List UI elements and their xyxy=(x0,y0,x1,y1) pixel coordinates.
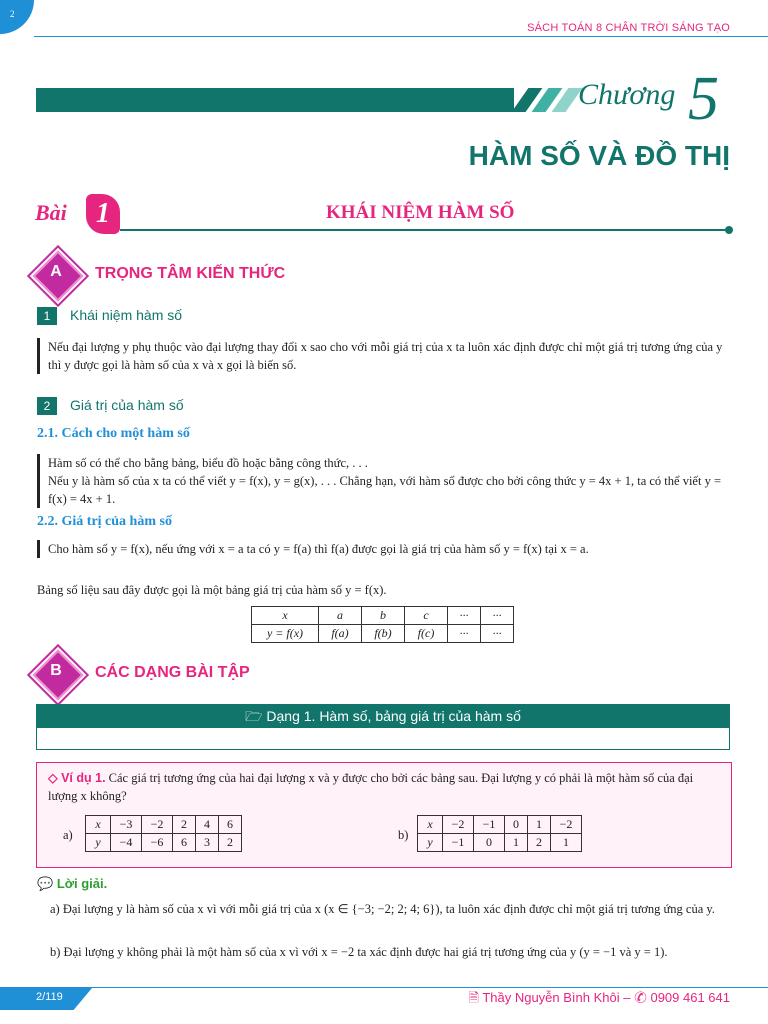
footer-page-number: 2/119 xyxy=(36,991,63,1003)
table-cell: −3 xyxy=(111,816,142,834)
table-cell: y = f(x) xyxy=(252,625,319,643)
table-cell: ··· xyxy=(448,625,481,643)
table-cell: f(a) xyxy=(319,625,362,643)
table-cell: −2 xyxy=(551,816,582,834)
section-a-letter: A xyxy=(50,263,62,280)
table-cell: −1 xyxy=(443,834,474,852)
solution-label: Lời giải. xyxy=(56,876,108,891)
chapter-title: HÀM SỐ VÀ ĐỒ THỊ xyxy=(468,140,730,171)
exercise-type-bar xyxy=(36,704,730,728)
page-corner-tab xyxy=(0,0,34,34)
subsection-1-number: 1 xyxy=(37,307,57,325)
table-cell: x xyxy=(418,816,443,834)
value-table-row-y xyxy=(252,625,514,643)
speech-bubble-icon: 💬 xyxy=(37,876,57,891)
author-name: Thầy Nguyễn Bình Khôi – xyxy=(482,990,635,1005)
table-cell: f(b) xyxy=(362,625,405,643)
example-table-a xyxy=(85,815,242,852)
table-a-row-y xyxy=(86,834,242,852)
phone-icon: ✆ xyxy=(634,990,651,1005)
table-cell: b xyxy=(362,607,405,625)
table-cell: 2 xyxy=(528,834,551,852)
table-cell: x xyxy=(252,607,319,625)
example-label: Ví dụ 1. xyxy=(61,771,106,785)
table-cell: ··· xyxy=(481,607,514,625)
definition-value: Cho hàm số y = f(x), nếu ứng với x = a ta có y = f(a) thì f(a) được gọi là giá trị của hàm số y = f(x) tại x = a. xyxy=(37,540,738,558)
definition-ways xyxy=(37,454,738,508)
subsection-2-1-title: 2.1. Cách cho một hàm số xyxy=(37,426,190,441)
subsection-2-2-title: 2.2. Giá trị của hàm số xyxy=(37,514,172,529)
solution-part-a: a) Đại lượng y là hàm số của x vì với mỗi giá trị của x (x ∈ {−3; −2; 2; 4; 6}), ta luôn xác định được chỉ một giá trị tương ứng của y. xyxy=(50,902,715,916)
table-cell: ··· xyxy=(448,607,481,625)
ways-line-1: Hàm số có thể cho bằng bảng, biểu đồ hoặc bằng công thức, . . . xyxy=(48,456,368,470)
section-a-badge xyxy=(35,253,77,295)
definition-function: Nếu đại lượng y phụ thuộc vào đại lượng thay đổi x sao cho với mỗi giá trị của x ta luôn xác định được chỉ một giá trị tương ứng của y thì y được gọi là hàm số của x và x gọi là biến số. xyxy=(37,338,738,374)
book-title: SÁCH TOÁN 8 CHÂN TRỜI SÁNG TẠO xyxy=(527,22,730,34)
table-b-row-y xyxy=(418,834,582,852)
subsection-2-number: 2 xyxy=(37,397,57,415)
example-table-b xyxy=(417,815,582,852)
corner-page-number: 2 xyxy=(10,9,15,19)
footer-author xyxy=(468,989,730,1011)
table-cell: y xyxy=(86,834,111,852)
lesson-rule xyxy=(120,229,728,231)
table-cell: 0 xyxy=(505,816,528,834)
example-text: Các giá trị tương ứng của hai đại lượng x và y được cho bởi các bảng sau. Đại lượng y có phải là một hàm số của đại lượng x không? xyxy=(48,771,694,803)
folder-icon: 🗁 xyxy=(245,708,267,724)
table-cell: −2 xyxy=(142,816,173,834)
table-a-row-x xyxy=(86,816,242,834)
table-cell: 1 xyxy=(505,834,528,852)
author-phone: 0909 461 641 xyxy=(650,990,730,1005)
exercise-type-title: Dạng 1. Hàm số, bảng giá trị của hàm số xyxy=(266,708,521,724)
value-table-note: Bảng số liệu sau đây được gọi là một bảng giá trị của hàm số y = f(x). xyxy=(37,583,387,597)
table-cell: −6 xyxy=(142,834,173,852)
section-a-title: TRỌNG TÂM KIẾN THỨC xyxy=(95,265,286,282)
lesson-label: Bài xyxy=(35,200,67,225)
table-cell: 1 xyxy=(551,834,582,852)
value-table xyxy=(251,606,514,643)
table-cell: 3 xyxy=(196,834,219,852)
table-cell: −2 xyxy=(443,816,474,834)
document-icon: 🗎 xyxy=(468,990,483,1005)
table-cell: 0 xyxy=(474,834,505,852)
table-cell: 1 xyxy=(528,816,551,834)
section-b-badge xyxy=(35,652,77,694)
table-cell: c xyxy=(405,607,448,625)
header-rule xyxy=(34,36,768,37)
table-cell: 6 xyxy=(219,816,242,834)
solution-part-b: b) Đại lượng y không phải là một hàm số của x vì với x = −2 ta xác định được hai giá trị tương ứng của y (y = −1 và y = 1). xyxy=(50,945,668,959)
table-cell: 2 xyxy=(173,816,196,834)
example-box xyxy=(36,762,732,868)
chapter-number: 5 xyxy=(688,65,719,133)
section-b-letter: B xyxy=(50,662,62,679)
subsection-1-title: Khái niệm hàm số xyxy=(70,307,183,323)
footer-rule xyxy=(0,987,768,988)
table-cell: 4 xyxy=(196,816,219,834)
chapter-label: Chương xyxy=(578,78,676,111)
section-b-title: CÁC DẠNG BÀI TẬP xyxy=(95,664,250,681)
table-a-label: a) xyxy=(63,828,73,842)
table-cell: y xyxy=(418,834,443,852)
table-cell: −4 xyxy=(111,834,142,852)
table-cell: a xyxy=(319,607,362,625)
table-b-row-x xyxy=(418,816,582,834)
example-text-block xyxy=(48,769,720,805)
subsection-2-title: Giá trị của hàm số xyxy=(70,397,184,413)
value-table-row-x xyxy=(252,607,514,625)
solution-heading xyxy=(37,876,107,892)
table-cell: ··· xyxy=(481,625,514,643)
table-cell: −1 xyxy=(474,816,505,834)
table-cell: x xyxy=(86,816,111,834)
lesson-number: 1 xyxy=(86,194,120,234)
table-cell: 6 xyxy=(173,834,196,852)
exercise-type-body xyxy=(36,728,730,750)
diamond-icon: ◇ xyxy=(48,771,62,785)
lesson-rule-dot xyxy=(725,226,733,234)
table-cell: 2 xyxy=(219,834,242,852)
table-b-label: b) xyxy=(398,828,409,842)
ways-line-2: Nếu y là hàm số của x ta có thể viết y = f(x), y = g(x), . . . Chẳng hạn, với hàm số được cho bởi công thức y = 4x + 1, ta có thể viết y = f(x) = 4x + 1. xyxy=(48,474,721,506)
chapter-banner xyxy=(36,88,514,112)
table-cell: f(c) xyxy=(405,625,448,643)
lesson-title: KHÁI NIỆM HÀM SỐ xyxy=(326,202,515,223)
